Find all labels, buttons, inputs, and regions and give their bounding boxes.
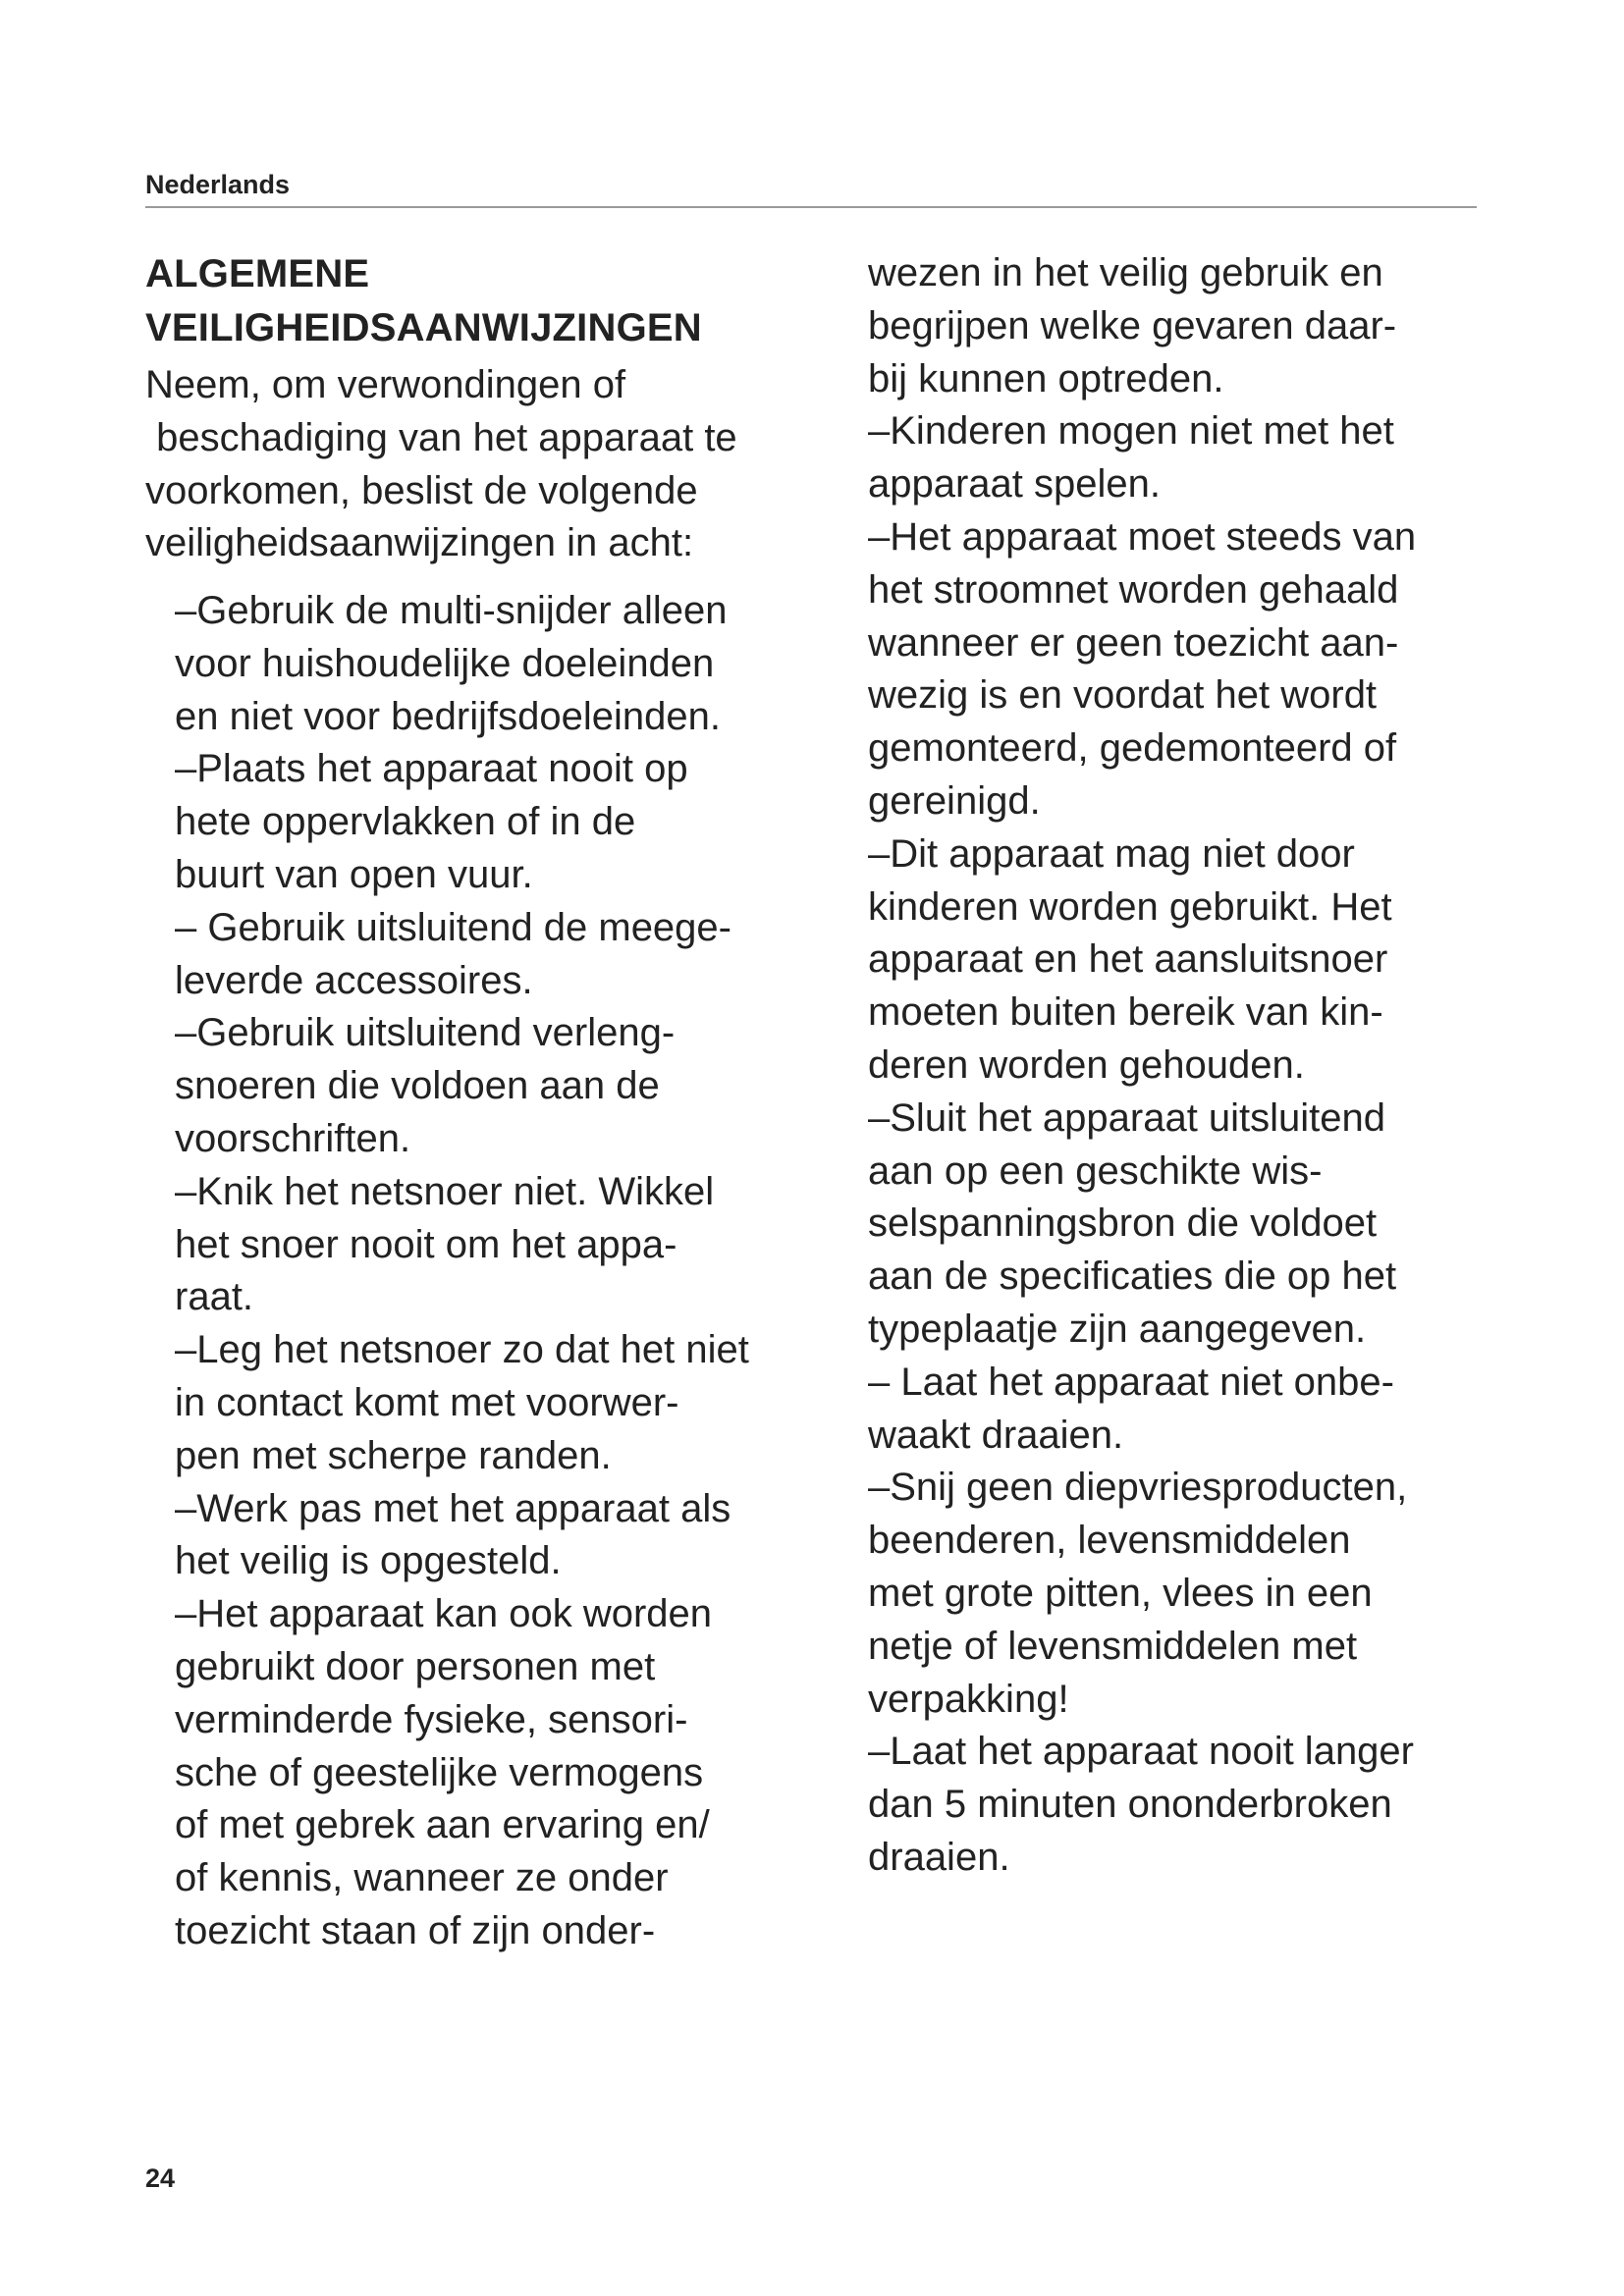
section-title: [145, 247, 833, 355]
left-column-line: in contact komt met voorwer-: [175, 1380, 679, 1424]
section-title-line-1: ALGEMENE: [145, 252, 370, 295]
right-column-line: apparaat spelen.: [868, 462, 1162, 507]
intro-line: beschadiging van het apparaat te: [145, 415, 737, 459]
right-column-line: wezen in het veilig gebruik en: [868, 251, 1383, 294]
left-column-line: –Gebruik uitsluitend verleng-: [175, 1011, 676, 1055]
left-column-line: voorschriften.: [175, 1116, 411, 1160]
right-column-line: gereinigd.: [868, 778, 1041, 823]
left-column-line: snoeren die voldoen aan de: [175, 1064, 660, 1108]
right-column-line: –Snij geen diepvriesproducten,: [868, 1466, 1408, 1510]
intro-line: voorkomen, beslist de volgende: [145, 468, 698, 512]
right-column-line: beenderen, levensmiddelen: [868, 1519, 1351, 1563]
left-column-line: en niet voor bedrijfsdoeleinden.: [175, 694, 721, 738]
right-column-instructions: [868, 247, 1416, 1885]
left-column-line: – Gebruik uitsluitend de meege-: [175, 905, 731, 949]
right-column-line: gemonteerd, gedemonteerd of: [868, 726, 1397, 771]
left-column-line: buurt van open vuur.: [175, 852, 533, 896]
left-column-line: raat.: [175, 1275, 254, 1319]
right-column-line: draaien.: [868, 1835, 1010, 1879]
right-column-line: netje of levensmiddelen met: [868, 1624, 1358, 1668]
right-column-line: –Sluit het apparaat uitsluitend: [868, 1095, 1386, 1140]
right-column-line: apparaat en het aansluitsnoer: [868, 937, 1388, 982]
right-column-line: –Het apparaat moet steeds van: [868, 514, 1417, 559]
intro-paragraph: [145, 359, 737, 570]
right-column-line: begrijpen welke gevaren daar-: [868, 303, 1397, 347]
left-column-line: sche of geestelijke vermogens: [175, 1750, 704, 1794]
right-column-line: wanneer er geen toezicht aan-: [868, 620, 1399, 665]
right-column-line: wezig is en voordat het wordt: [868, 673, 1378, 718]
left-column-line: leverde accessoires.: [175, 958, 533, 1002]
right-column-line: moeten buiten bereik van kin-: [868, 990, 1383, 1035]
intro-line: Neem, om verwondingen of: [145, 363, 626, 406]
left-column-line: verminderde fysieke, sensori-: [175, 1697, 688, 1741]
page-number: 24: [145, 2163, 176, 2193]
right-column-line: waakt draaien.: [868, 1413, 1124, 1457]
left-column-line: gebruikt door personen met: [175, 1644, 656, 1688]
right-column-line: aan op een geschikte wis-: [868, 1148, 1323, 1193]
left-column-line: voor huishoudelijke doeleinden: [175, 641, 715, 685]
right-column-line: selspanningsbron die voldoet: [868, 1201, 1378, 1246]
left-column-line: –Knik het netsnoer niet. Wikkel: [175, 1169, 715, 1213]
right-column-line: met grote pitten, vlees in een: [868, 1571, 1373, 1615]
language-label: Nederlands: [145, 170, 291, 199]
right-column-line: typeplaatje zijn aangegeven.: [868, 1307, 1367, 1351]
right-column-line: aan de specificaties die op het: [868, 1255, 1397, 1299]
left-column-line: of met gebrek aan ervaring en/: [175, 1803, 710, 1847]
left-column-line: –Werk pas met het apparaat als: [175, 1486, 731, 1530]
section-title-line-2: VEILIGHEIDSAANWIJZINGEN: [145, 306, 702, 349]
left-column-line: pen met scherpe randen.: [175, 1433, 612, 1477]
left-column-line: of kennis, wanneer ze onder: [175, 1856, 669, 1900]
right-column-line: dan 5 minuten ononderbroken: [868, 1783, 1392, 1827]
right-column-line: – Laat het apparaat niet onbe-: [868, 1360, 1394, 1404]
left-column-line: hete oppervlakken of in de: [175, 800, 636, 844]
page-header: [145, 167, 1477, 208]
left-column-line: toezicht staan of zijn onder-: [175, 1908, 656, 1952]
left-column-line: –Leg het netsnoer zo dat het niet: [175, 1328, 749, 1372]
left-column-line: –Plaats het apparaat nooit op: [175, 747, 688, 791]
right-column-line: –Kinderen mogen niet met het: [868, 409, 1394, 454]
right-column-line: bij kunnen optreden.: [868, 356, 1224, 400]
left-column-line: –Het apparaat kan ook worden: [175, 1592, 713, 1636]
left-column-line: –Gebruik de multi-snijder alleen: [175, 589, 728, 632]
intro-line: veiligheidsaanwijzingen in acht:: [145, 521, 694, 565]
right-column-line: het stroomnet worden gehaald: [868, 567, 1399, 612]
right-column-line: –Laat het apparaat nooit langer: [868, 1730, 1414, 1774]
left-column-instructions: [175, 585, 749, 1958]
right-column-line: deren worden gehouden.: [868, 1042, 1305, 1087]
right-column-line: –Dit apparaat mag niet door: [868, 831, 1355, 876]
left-column-line: het snoer nooit om het appa-: [175, 1222, 677, 1266]
right-column-line: kinderen worden gebruikt. Het: [868, 884, 1392, 929]
left-column-line: het veilig is opgesteld.: [175, 1539, 562, 1583]
right-column-line: verpakking!: [868, 1677, 1069, 1721]
